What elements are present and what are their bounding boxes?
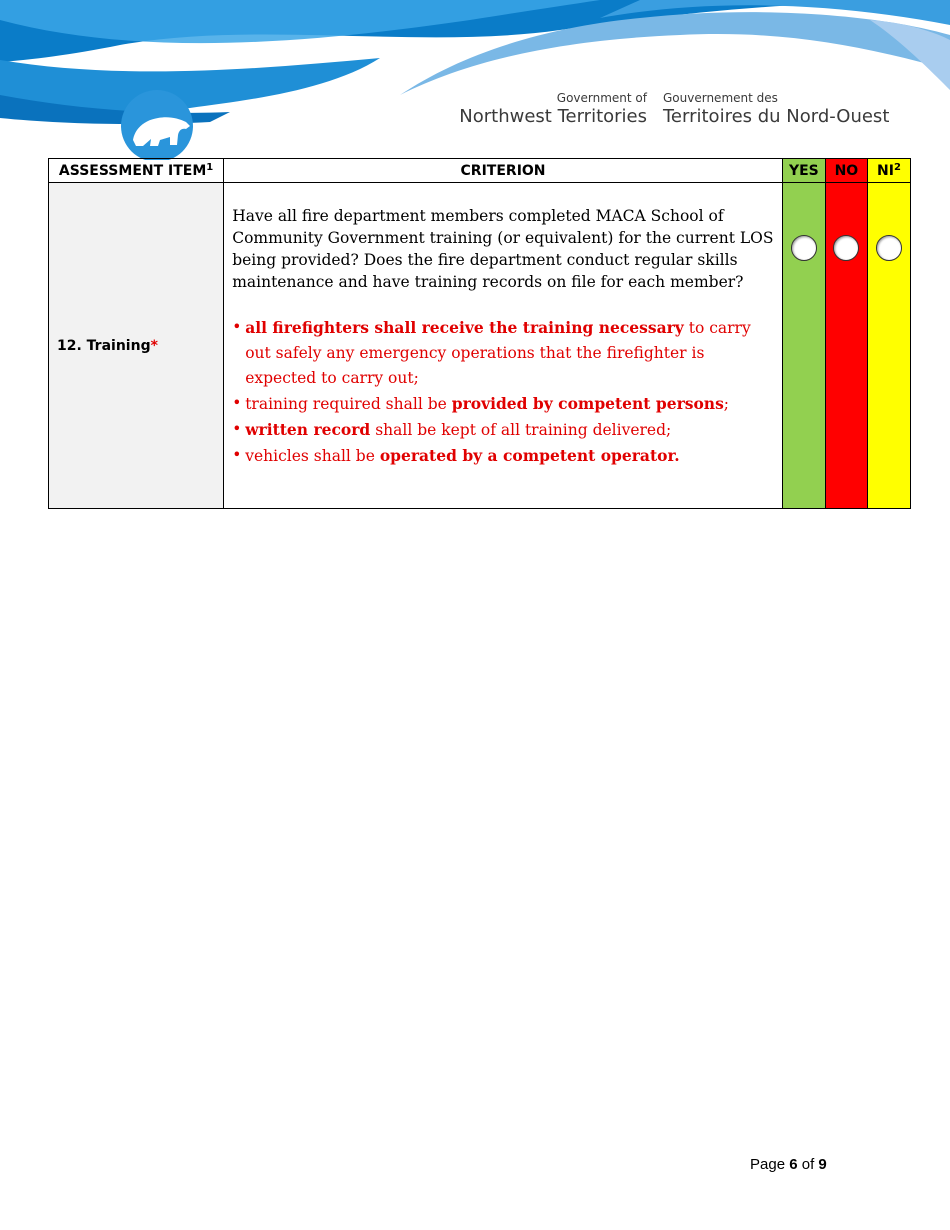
table-header-row	[49, 159, 911, 183]
yes-radio-button[interactable]	[791, 235, 817, 261]
header-item-label: ASSESSMENT ITEM	[58, 162, 207, 179]
ni-radio-button[interactable]	[876, 235, 902, 261]
gov-en-big: Northwest Territories	[459, 106, 647, 127]
of-word: of	[801, 1156, 815, 1173]
assessment-table	[48, 158, 911, 509]
header-assessment-item	[49, 159, 224, 183]
header-yes: YES	[782, 159, 825, 183]
rule-text: to carry out safely any emergency operations that the firefighter is expected to carry out;	[245, 319, 751, 387]
page-word: Page	[750, 1156, 786, 1173]
list-item	[232, 417, 774, 443]
item-label: 12. Training	[57, 337, 151, 354]
yes-cell	[782, 183, 825, 509]
rule-bold-text: written record	[245, 420, 371, 439]
header-ni-label: NI	[877, 162, 894, 179]
rule-text: training required shall be	[245, 395, 452, 413]
header-item-footnote: 1	[206, 161, 214, 173]
list-item	[232, 391, 774, 417]
rule-tail-text: ;	[723, 395, 730, 413]
header-ni	[867, 159, 910, 183]
no-cell	[825, 183, 867, 509]
gov-en-small: Government of	[556, 91, 647, 105]
criterion-question: Have all fire department members completed MACA School of Community Government training (or equivalent) for the current LOS being provided? Does the fire department conduct regular skills maintenance and have training records on file for each member?	[232, 207, 774, 291]
header-criterion: CRITERION	[224, 159, 783, 183]
gov-name-french	[663, 90, 889, 128]
assessment-item-cell	[49, 183, 224, 509]
criterion-rules-list	[232, 315, 774, 469]
gov-fr-big: Territoires du Nord-Ouest	[663, 106, 890, 127]
banner-waves-graphic	[0, 0, 950, 160]
criterion-cell	[224, 183, 783, 509]
list-item	[232, 443, 774, 469]
page-current: 6	[789, 1156, 798, 1173]
header-ni-footnote: 2	[893, 161, 901, 173]
ni-cell	[867, 183, 910, 509]
header-no: NO	[825, 159, 867, 183]
gov-fr-small: Gouvernement des	[663, 91, 778, 105]
rule-text: vehicles shall be	[245, 447, 380, 465]
no-radio-button[interactable]	[833, 235, 859, 261]
rule-bold-text: provided by competent persons	[451, 394, 724, 413]
gov-name-english	[0, 90, 647, 128]
header-banner	[0, 0, 950, 160]
table-row	[49, 183, 911, 509]
rule-bold-text: all firefighters shall receive the training necessary	[245, 318, 684, 337]
rule-text: shall be kept of all training delivered;	[370, 421, 672, 439]
rule-bold-text: operated by a competent operator.	[379, 446, 680, 465]
page-number	[750, 1156, 827, 1173]
list-item	[232, 315, 774, 391]
required-asterisk: *	[150, 337, 158, 354]
page-total: 9	[818, 1156, 827, 1173]
